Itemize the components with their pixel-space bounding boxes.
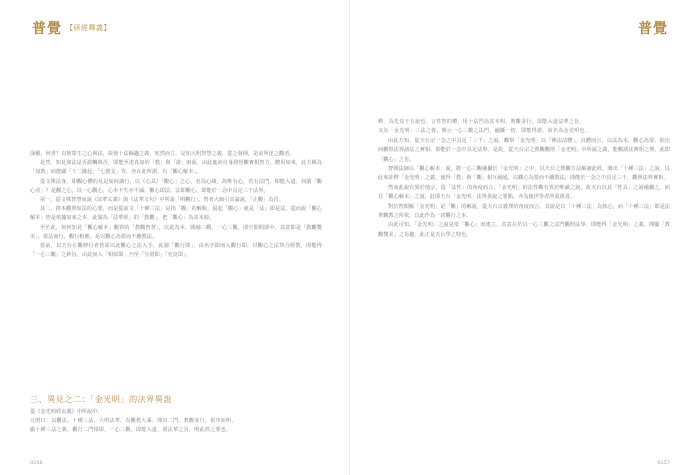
paragraph: 然而此說有異於他宗，從「法性」的角度而言，「金光明」的法性觀有異於唯識之說，故天台以其「性具」之說融攝之，而有「觀心解本」之說，此即天台「金光明」法界異說之要點，亦為後世學者所重視者。 — [378, 184, 670, 201]
quote-line: 又為「金光明」三法之義，開示一心三觀之法門，融攝一切，即能得證，故名為金光明也。 — [378, 128, 591, 135]
left-body-text — [30, 150, 322, 260]
paragraph: 第一，從文殊智慧而說《法華玄義》與《法華文句》中所說「明觀行」，智者大師引其論說，「止觀」為首。 — [40, 197, 284, 204]
quote-label: 從《金光明經玄義》中所說中： — [30, 409, 103, 415]
left-header — [32, 18, 111, 38]
paragraph: 至於此，如何知見「觀心解本」觀察的「教觀智慧」，以此為本，圓融三觀，一心三觀，即空即假即中，其意即是「教觀雙美」，依法而行，觀行相應，是以觀心為要而不離教法。 — [30, 224, 322, 240]
section-tag: 【研經釋義】 — [66, 24, 111, 32]
paragraph: 是然，知見與法是否證觸與否，即能至達真如的「教」與「證」兩面，由此進而自身證悟觀實相智力、體用如來，此方稱為「如教」而能顯「十二緣起」「七覺支」等，亦在此所謂，有「觀心解本」。 — [30, 160, 322, 176]
book-logo: 普覺 — [32, 21, 62, 37]
right-body-text — [378, 118, 670, 240]
quote-block — [30, 417, 322, 435]
page-number: 0256 — [30, 460, 43, 466]
paragraph: 其二，推本觀照如法的心要，而是從前文「十種三法」是指「觀」的解脫，說起「觀心」就是「法」即是法，從而說「觀心解本」皆是依據如來之本，此謂為「法華經」的「教觀」，把「觀心」為其本源。 — [30, 206, 322, 222]
section-heading: 三、異見之二：「金光明」的法界異說 — [30, 394, 172, 404]
quote-line: 顯十種三法之義，觀行二門相即，一心三觀，即能入道，證法華之旨，明此經之要也。 — [30, 427, 232, 434]
quote-line: 釋，為先其于方說也，言性智的體，用十法門為其本明，教觀並行，即能入道法華之旨， — [378, 119, 585, 125]
quote-block — [378, 118, 670, 137]
page-number: 0257 — [657, 460, 670, 466]
paragraph: 深解，何者？以彼眾生之心與法，故使十法歸趣之義，宛然而立。是知大明智慧之義，從之發揮，是前所述之觀者。 — [30, 151, 295, 157]
quote-line: 元明日：以觀法、十種三法、大明法華、為觀教大乘、開出二門，教觀並行，依序而明， — [30, 418, 237, 424]
paragraph: 由此方知，從天台宗一念之中具足「三千」之說，觀察「金光明」以「佛法法體」，具體而言，以法為本，觀心為要，依次而觀察法界諸法之實相，即能於一念中具足法界。是故，從天台宗之教觀觀照「金光明」中所說之義，能觀諸法實相之理，此即「觀心」之旨。 — [378, 137, 670, 163]
right-header — [638, 18, 668, 38]
paragraph: 從文殊法身，即觀心體的見是如何讓行，以《心具》「觀心」之心，名為心緣，故唯有心，若有法門，即能入道。何謂「觀心者」？是觀之心，以一心觀心，心本不生亦不滅，觀心即法，法即觀心，即能於一念中具足三千法界。 — [30, 178, 322, 194]
paragraph: 對於智顗解「金光明」是「觀」的解說，從天台宗義理的角度而言，其說是以「十種三法」為核心，而「十種三法」即是法華觀教之所依，以此作為一切觀行之本。 — [378, 203, 670, 220]
paragraph: 由此可知，「金光明」之說是依「觀心」而建立，其意在於以一心三觀之法門觀照法界，即能得「金光明」之義，開顯「教觀雙美」之旨趣，此正是天台學之特色。 — [378, 222, 670, 238]
paragraph: 當前，以天台止觀修行者皆需以此觀心之法入手，此謂「觀行即」，由名字即而入觀行即，以觀心之法契合經教，即能得「一心三觀」之妙旨，由此而入「相似即」乃至「分證即」「究竟即」。 — [30, 243, 322, 259]
paragraph: 智顗法師以「觀心解本」說，將一心三觀融攝於「金光明」之中，以天台之教觀方法解讀此經，開出「十種三法」之說，以此來詮釋「金光明」之義，使得「教」與「觀」相互融通，以觀心為要而不離教法，即能於一念之中具足三千，觀照法界實相。 — [378, 166, 670, 182]
book-logo: 普覺 — [638, 21, 668, 37]
